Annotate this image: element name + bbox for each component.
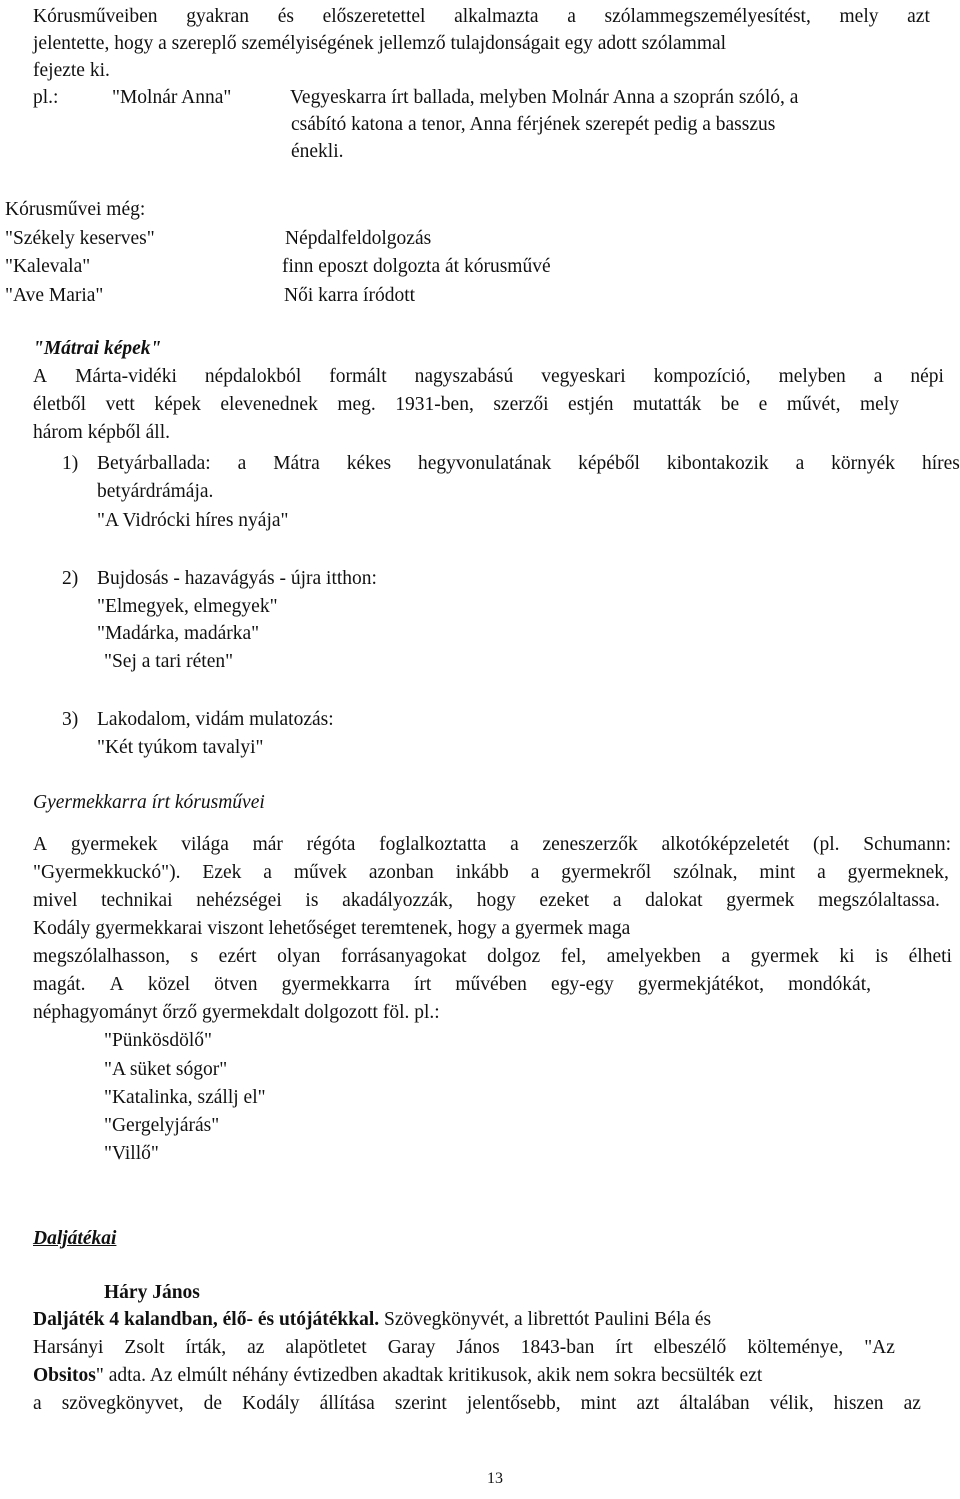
text-line: [33, 1362, 762, 1389]
word: de: [203, 1393, 223, 1414]
word: vett: [105, 394, 135, 415]
text-line: [33, 943, 952, 970]
word: hiszen: [833, 1393, 884, 1414]
word: írt: [413, 974, 432, 995]
choral-item-desc: Népdalfeldolgozás: [285, 228, 432, 249]
text-line: fejezte ki.: [33, 60, 110, 81]
choral-item-title: "Ave Maria": [5, 285, 104, 306]
word: Garay: [387, 1337, 436, 1358]
text-line: [33, 1306, 711, 1333]
part-line: Bujdosás - hazavágyás - újra itthon:: [97, 568, 377, 589]
choral-heading: Kórusművei még:: [5, 199, 146, 220]
text-line: három képből áll.: [33, 422, 171, 443]
word: is: [875, 946, 889, 967]
example-desc-line: Vegyeskarra írt ballada, melyben Molnár Anna a szoprán szóló, a: [290, 87, 799, 108]
word: gyermek: [726, 890, 795, 911]
section-heading: Gyermekkarra írt kórusművei: [33, 792, 265, 813]
word: a: [510, 834, 519, 855]
word: világa: [181, 834, 229, 855]
word: a: [33, 1393, 42, 1414]
word: dolgoz: [487, 946, 541, 967]
word: élheti: [908, 946, 952, 967]
song-title: "Két tyúkom tavalyi": [97, 737, 264, 758]
word: művét,: [786, 394, 841, 415]
word: is: [305, 890, 319, 911]
word: híres: [921, 453, 960, 474]
word: fel,: [560, 946, 587, 967]
word: Betyárballada:: [97, 453, 211, 474]
text-line: [33, 971, 871, 998]
word: inkább: [455, 862, 509, 883]
word: vegyeskari: [541, 366, 626, 387]
word: az: [903, 1393, 921, 1414]
song-title: "Elmegyek, elmegyek": [97, 596, 278, 617]
song-title: "Gergelyjárás": [104, 1115, 220, 1136]
word: ötven: [214, 974, 258, 995]
part-number: 1): [62, 453, 79, 474]
word: Ezek: [202, 862, 242, 883]
word: (pl.: [812, 834, 840, 855]
word: akadályozzák,: [342, 890, 454, 911]
word: művében: [455, 974, 527, 995]
word: megszólalhasson,: [33, 946, 171, 967]
word: gyermekről: [561, 862, 652, 883]
word: amelyekben: [606, 946, 701, 967]
text-line: [33, 363, 944, 390]
word: szerzői: [493, 394, 549, 415]
word: gyermeknek,: [847, 862, 949, 883]
word: környék: [831, 453, 896, 474]
word: azt: [636, 1393, 660, 1414]
text-line: néphagyományt őrző gyermekdalt dolgozott föl. pl.:: [33, 1002, 440, 1023]
word: zeneszerzők: [542, 834, 638, 855]
example-prefix: pl.:: [33, 87, 59, 108]
bold-word: Obsitos: [33, 1365, 96, 1386]
song-title: "Katalinka, szállj el": [104, 1087, 266, 1108]
word: gyakran: [186, 6, 250, 27]
word: alkotóképzeletét: [661, 834, 790, 855]
word: közel: [147, 974, 191, 995]
text-line: jelentette, hogy a szereplő személyiségének jellemző tulajdonságait egy adott szólammal: [33, 33, 727, 54]
word: meg.: [337, 394, 376, 415]
example-title: "Molnár Anna": [112, 87, 232, 108]
word: gyermek: [750, 946, 819, 967]
part-line: betyárdrámája.: [97, 481, 214, 502]
word: előszeretettel: [322, 6, 426, 27]
word: szövegkönyvet,: [61, 1393, 184, 1414]
subtitle-bold: Daljáték 4 kalandban, élő- és utójátékkal.: [33, 1309, 380, 1330]
word: estjén: [568, 394, 614, 415]
part-number: 3): [62, 709, 79, 730]
word: mint: [580, 1393, 617, 1414]
word: alapötletet: [285, 1337, 367, 1358]
word: forrásanyagokat: [340, 946, 467, 967]
word: írták,: [185, 1337, 227, 1358]
word: 1931-ben,: [395, 394, 474, 415]
choral-item-title: "Székely keserves": [5, 228, 155, 249]
choral-item-desc: finn eposzt dolgozta át kórusművé: [282, 256, 551, 277]
example-desc-line: csábító katona a tenor, Anna férjének szerepét pedig a basszus: [291, 114, 776, 135]
work-title: Háry János: [104, 1282, 200, 1303]
word: azt: [907, 6, 930, 27]
text-line: Kodály gyermekkarai viszont lehetőséget teremtenek, hogy a gyermek maga: [33, 918, 631, 939]
word: 1843-ban: [520, 1337, 595, 1358]
word: a: [873, 366, 883, 387]
text-line: [33, 887, 940, 914]
word: hogy: [476, 890, 516, 911]
word: népi: [910, 366, 944, 387]
word: A: [33, 834, 48, 855]
word: be: [720, 394, 740, 415]
word: gyermekkarra: [281, 974, 390, 995]
word: e: [758, 394, 768, 415]
choral-item-title: "Kalevala": [5, 256, 91, 277]
word: olyan: [277, 946, 321, 967]
part-number: 2): [62, 568, 79, 589]
word: "Gyermekkuckó").: [33, 862, 181, 883]
word: "Az: [864, 1337, 895, 1358]
word: jelentősebb,: [466, 1393, 561, 1414]
choral-item-desc: Női karra íródott: [284, 285, 416, 306]
word: alkalmazta: [454, 6, 539, 27]
word: népdalokból: [204, 366, 302, 387]
word: megszólaltassa.: [818, 890, 940, 911]
page-number: 13: [487, 1470, 503, 1487]
word: művek: [293, 862, 347, 883]
word: Márta-vidéki: [75, 366, 177, 387]
word: állítása: [319, 1393, 375, 1414]
word: képek: [154, 394, 201, 415]
word: Zsolt: [124, 1337, 165, 1358]
word: melyben: [778, 366, 846, 387]
word: ki: [839, 946, 855, 967]
word: nagyszabású: [414, 366, 514, 387]
word: a: [237, 453, 247, 474]
word: mivel: [33, 890, 78, 911]
part-line: Lakodalom, vidám mulatozás:: [97, 709, 334, 730]
word: képéből: [578, 453, 640, 474]
word: szerint: [394, 1393, 447, 1414]
word: a: [530, 862, 540, 883]
word: ezeket: [539, 890, 590, 911]
word: elbeszélő: [653, 1337, 727, 1358]
word: az: [247, 1337, 265, 1358]
word: ezért: [218, 946, 257, 967]
song-title: "Pünkösdölő": [104, 1030, 213, 1051]
text-line: [33, 859, 949, 886]
word: nehézségei: [196, 890, 282, 911]
word: Schumann:: [863, 834, 951, 855]
word: mutatták: [633, 394, 702, 415]
word: gyermekek: [70, 834, 158, 855]
word: a: [817, 862, 826, 883]
word: vélik,: [769, 1393, 814, 1414]
word: a: [263, 862, 272, 883]
section-heading: Daljátékai: [33, 1228, 117, 1249]
text-run: " adta. Az elmúlt néhány évtizedben akadtak kritikusok, akik nem sokra becsülték ezt: [95, 1365, 763, 1386]
part-line: [97, 450, 960, 477]
word: írt: [615, 1337, 633, 1358]
word: mely: [859, 394, 899, 415]
text-line: [33, 831, 951, 858]
word: János: [456, 1337, 500, 1358]
word: kompozíció,: [653, 366, 751, 387]
word: mondókát,: [788, 974, 871, 995]
word: mely: [839, 6, 879, 27]
text-run: Szövegkönyvét, a librettót Paulini Béla és: [379, 1309, 712, 1330]
text-line: [33, 3, 930, 30]
word: már: [252, 834, 283, 855]
word: A: [33, 366, 48, 387]
word: egy-egy: [550, 974, 614, 995]
word: szólammegszemélyesítést,: [604, 6, 811, 27]
word: a: [612, 890, 622, 911]
word: Harsányi: [33, 1337, 104, 1358]
word: és: [277, 6, 294, 27]
text-line: [33, 391, 899, 418]
word: Mátra: [273, 453, 320, 474]
word: magát.: [33, 974, 86, 995]
word: gyermekjátékot,: [637, 974, 765, 995]
song-title: "A süket sógor": [104, 1059, 228, 1080]
word: a: [721, 946, 731, 967]
word: s: [190, 946, 199, 967]
word: A: [109, 974, 124, 995]
word: életből: [33, 394, 87, 415]
word: foglalkoztatta: [379, 834, 487, 855]
text-line: [33, 1390, 921, 1417]
word: Kórusműveiben: [33, 6, 158, 27]
song-title: "Villő": [104, 1143, 159, 1164]
word: formált: [329, 366, 387, 387]
word: technikai: [101, 890, 173, 911]
text-line: [33, 1334, 895, 1361]
example-desc-line: énekli.: [291, 141, 344, 162]
word: szólnak,: [673, 862, 738, 883]
word: mint: [759, 862, 796, 883]
song-title: "A Vidrócki híres nyája": [97, 510, 289, 531]
word: kibontakozik: [666, 453, 769, 474]
song-title: "Madárka, madárka": [97, 623, 260, 644]
word: elevenednek: [220, 394, 318, 415]
section-title: "Mátrai képek": [33, 338, 162, 359]
song-title: "Sej a tari réten": [104, 651, 234, 672]
word: a: [567, 6, 576, 27]
word: kékes: [346, 453, 392, 474]
word: költeménye,: [747, 1337, 844, 1358]
word: hegyvonulatának: [418, 453, 552, 474]
word: régóta: [306, 834, 356, 855]
word: a: [795, 453, 805, 474]
word: Kodály: [242, 1393, 300, 1414]
word: általában: [679, 1393, 750, 1414]
word: dalokat: [645, 890, 703, 911]
word: azonban: [368, 862, 434, 883]
